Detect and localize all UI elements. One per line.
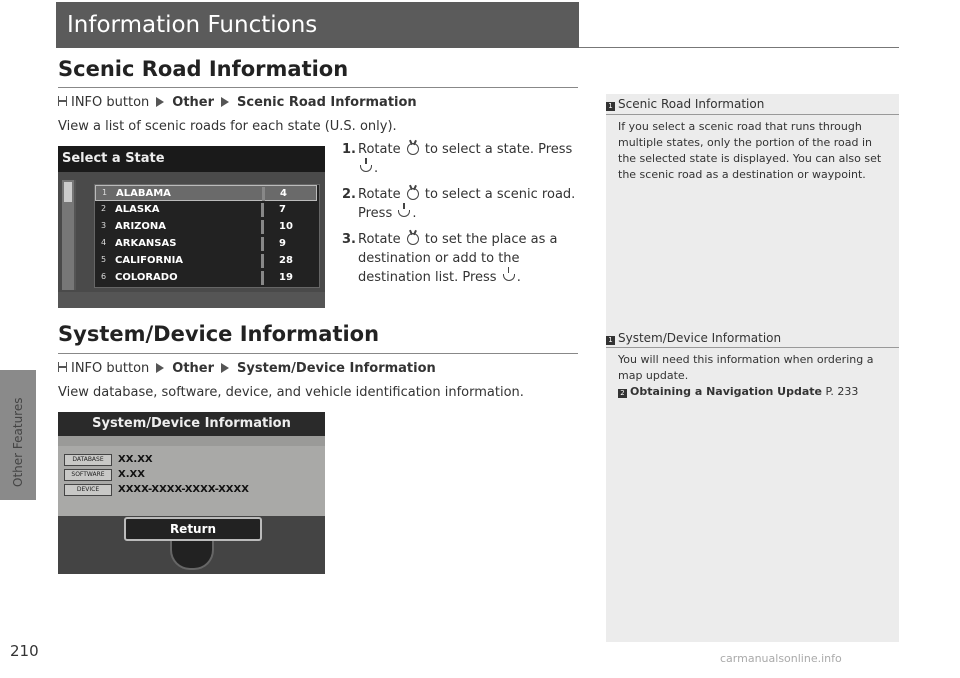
state-row[interactable]: [95, 219, 317, 235]
row-separator: [261, 203, 264, 217]
road-count: 19: [279, 272, 293, 283]
crumb-info-button: INFO button: [71, 95, 150, 110]
scenic-section-title: Scenic Road Information: [58, 57, 349, 81]
road-count: 10: [279, 221, 293, 232]
row-number: 3: [101, 221, 107, 230]
row-separator: [261, 237, 264, 251]
xref-label[interactable]: Obtaining a Navigation Update: [630, 385, 823, 398]
row-separator: [261, 254, 264, 268]
step-text: [358, 185, 582, 223]
arrow-right-icon: [221, 97, 229, 107]
rotate-dial-icon: [407, 188, 419, 200]
crumb-info-button: INFO button: [71, 361, 150, 376]
rotate-dial-icon: [407, 233, 419, 245]
system-section-title: System/Device Information: [58, 322, 380, 346]
step-text-pre: Rotate: [358, 187, 401, 202]
step-number: 2.: [342, 187, 356, 202]
note-title-text: System/Device Information: [618, 331, 782, 345]
info-tag: SOFTWARE: [64, 469, 112, 481]
scrollbar[interactable]: [62, 180, 76, 290]
step-text-end: .: [374, 161, 379, 176]
scenic-rule: [58, 87, 578, 88]
rotate-dial-icon: [407, 143, 419, 155]
arrow-right-icon: [156, 363, 164, 373]
state-name: ARKANSAS: [115, 238, 177, 249]
step-text: [358, 140, 582, 178]
step-text-post: to select a state. Press: [424, 142, 573, 157]
arrow-right-icon: [221, 363, 229, 373]
footer-watermark: carmanualsonline.info: [720, 652, 842, 665]
system-device-screen: [58, 412, 325, 574]
step-number: 1.: [342, 142, 356, 157]
road-count: 28: [279, 255, 293, 266]
info-tag: DEVICE: [64, 484, 112, 496]
step-text-pre: Rotate: [358, 142, 401, 157]
step-text-post: to select a scenic road. Press: [358, 187, 576, 221]
side-label: Other Features: [11, 397, 25, 487]
screen-header: System/Device Information: [58, 412, 325, 436]
state-name: CALIFORNIA: [115, 255, 184, 266]
crumb-other: Other: [172, 95, 215, 110]
system-intro: View database, software, device, and vehicle identification information.: [58, 385, 524, 400]
info-row-device: [64, 484, 249, 496]
step-2: [342, 185, 582, 223]
step-1: [342, 140, 582, 178]
header-rule: [579, 47, 899, 48]
crumb-scenic: Scenic Road Information: [237, 95, 417, 110]
system-note-body: [618, 352, 888, 400]
menu-path-icon: [58, 362, 67, 372]
return-button[interactable]: Return: [124, 517, 262, 541]
scenic-intro: View a list of scenic roads for each state (U.S. only).: [58, 119, 397, 134]
step-number: 3.: [342, 232, 356, 247]
cross-reference[interactable]: [618, 384, 888, 400]
crumb-system: System/Device Information: [237, 361, 436, 376]
scrollbar-thumb[interactable]: [64, 182, 72, 202]
info-tag: DATABASE: [64, 454, 112, 466]
push-knob-icon: [360, 165, 372, 172]
state-name: ARIZONA: [115, 221, 167, 232]
road-count: 7: [279, 204, 286, 215]
road-count: 4: [280, 188, 287, 199]
arrow-right-icon: [156, 97, 164, 107]
row-number: 4: [101, 238, 107, 247]
system-breadcrumb: [58, 361, 436, 376]
push-knob-icon: [398, 210, 410, 217]
state-name: COLORADO: [115, 272, 178, 283]
scenic-note-title: [606, 97, 764, 111]
note-text: You will need this information when ordering a map update.: [618, 353, 874, 382]
select-state-screen: [58, 146, 325, 308]
screen-header: Select a State: [58, 146, 325, 172]
state-name: ALABAMA: [116, 188, 171, 199]
info-value: XXXX-XXXX-XXXX-XXXX: [118, 484, 249, 495]
step-text-end: .: [516, 270, 521, 285]
row-number: 1: [102, 188, 108, 197]
note-title-text: Scenic Road Information: [618, 97, 765, 111]
row-separator: [261, 271, 264, 285]
system-note-title: [606, 331, 781, 345]
row-number: 5: [101, 255, 107, 264]
note-rule: [606, 114, 899, 115]
step-text-end: .: [412, 206, 417, 221]
info-row-software: [64, 469, 145, 481]
info-row-database: [64, 454, 153, 466]
state-name: ALASKA: [115, 204, 160, 215]
state-row[interactable]: [95, 253, 317, 269]
step-text-pre: Rotate: [358, 232, 401, 247]
crumb-other: Other: [172, 361, 215, 376]
state-list: [94, 184, 320, 288]
step-text-post: to set the place as a destination or add to the destination list. Press: [358, 232, 558, 285]
note-rule: [606, 347, 899, 348]
xref-icon: 2: [618, 389, 627, 398]
row-separator: [262, 187, 265, 201]
system-rule: [58, 353, 578, 354]
info-panel: [58, 446, 325, 516]
row-number: 2: [101, 204, 107, 213]
page-header: Information Functions: [56, 2, 579, 48]
note-marker-icon: 1: [606, 336, 615, 345]
note-marker-icon: 1: [606, 102, 615, 111]
info-value: X.XX: [118, 469, 145, 480]
row-separator: [261, 220, 264, 234]
scenic-steps: [342, 140, 582, 294]
step-text: [358, 230, 582, 287]
state-row[interactable]: [95, 202, 317, 218]
step-3: [342, 230, 582, 287]
page-number: 210: [10, 642, 39, 660]
info-value: XX.XX: [118, 454, 153, 465]
state-row[interactable]: [95, 270, 317, 286]
state-row[interactable]: [95, 236, 317, 252]
xref-page: P. 233: [825, 385, 859, 398]
state-row[interactable]: [95, 185, 317, 201]
row-number: 6: [101, 272, 107, 281]
menu-path-icon: [58, 96, 67, 106]
scenic-note-body: If you select a scenic road that runs through multiple states, only the portion of the road in the selected state is displayed. You can also set the scenic road as a destination or waypoint.: [618, 120, 882, 181]
scenic-breadcrumb: [58, 95, 417, 110]
push-knob-icon: [503, 274, 515, 281]
road-count: 9: [279, 238, 286, 249]
screen-bottom-strip: [58, 292, 325, 308]
